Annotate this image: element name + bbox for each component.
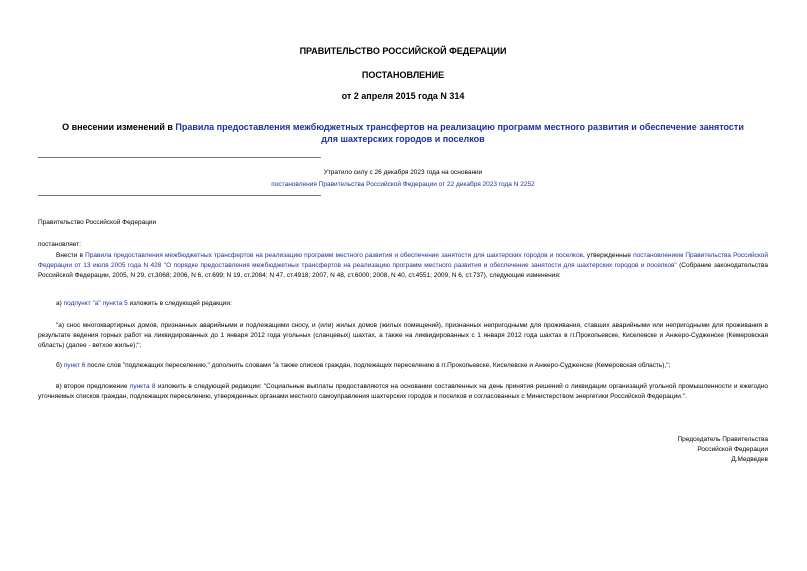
subject-prefix: О внесении изменений в [62,122,176,132]
divider-top [38,157,321,158]
signature-name: Д.Медведев [731,456,768,463]
item-c-suffix: изложить в следующей редакции: "Социальные выплаты предоставляются на основании составленных на день принятия решений о ликвидации организаций угольной промышленности и ежегодно уточняемых списков граждан, подлежащих переселению, утвержденных органами местного самоуправления шахтерских городов и поселков и согласованных с Министерством энергетики Российской Федерации.". [38,383,769,400]
document-subject [60,121,746,145]
item-b-suffix: после слов "подлежащих переселению," дополнить словами "а также списков граждан, подлежащих переселению в гг.Прокопьевске, Киселевске и Анжеро-Судженске (Кемеровская область),"; [85,362,671,369]
item-a-suffix: изложить в следующей редакции: [127,300,232,307]
divider-bottom [38,195,321,196]
item-c-prefix: в) второе предложение [56,383,130,390]
decree-text: постановляет: [38,241,81,248]
document-date-number: от 2 апреля 2015 года N 314 [341,91,465,101]
decree-428-link[interactable]: постановлением Правительства Российской Федерации от 13 июля 2005 года N 428 "О порядке предоставления межбюджетных трансфертов на реализацию программ местного развития и обеспечение занятости для шахтерских городов и поселков" [38,252,768,269]
government-heading: ПРАВИТЕЛЬСТВО РОССИЙСКОЙ ФЕДЕРАЦИИ [299,46,507,56]
p1-end: (Собрание законодательства Российской Федерации, 2005, N 29, ст.3068; 2006, N 6, ст.699; N 19, ст.2084; N 47, ст.4918; 2007, N 48, ст.6000; 2008, N 40, ст.4551; 2009, N 6, ст.737), следующие изменения: [38,262,768,279]
item-a-quote: "а) снос многоквартирных домов, признанных аварийными и подлежащими сносу, и (или) жилых домов (жилых помещений), признанных непригодными для проживания, ставших аварийными или непригодными для проживания в результате ведения горных работ на ликвидированных до 1 января 2012 года угольных (сланцевых) шахтах, а также на ликвидированных с 1 января 2012 года шахтах в гг.Прокопьевске, Киселевске и Анжеро-Судженске (Кемеровская область) (далее - ветхое жилье);"; [38,322,768,349]
p1-start: Внести в [56,252,86,259]
item-a [56,299,232,309]
item-b-prefix: б) [56,362,64,369]
item-a-link[interactable]: подпункт "а" пункта 5 [63,300,128,307]
subject-rules-link[interactable]: Правила предоставления межбюджетных трансфертов на реализацию программ местного развития и обеспечение занятости для шахтерских городов и поселков [175,122,744,144]
item-c-link[interactable]: пункта 8 [129,383,156,390]
paragraph-main [38,251,768,281]
signature-title: Председатель Правительства [677,436,768,443]
signature-block [568,435,768,465]
item-b-link[interactable]: пункт 6 [63,362,86,369]
item-b [56,361,670,371]
p1-mid: , утвержденные [583,252,634,259]
item-c [38,382,768,402]
signature-org: Российской Федерации [697,446,768,453]
item-a-prefix: а) [56,300,64,307]
validity-status: Утратило силу с 26 декабря 2023 года на основании [323,169,483,176]
document-type: ПОСТАНОВЛЕНИЕ [361,70,445,80]
rules-link[interactable]: Правила предоставления межбюджетных трансфертов на реализацию программ местного развития и обеспечение занятости для шахтерских городов и поселков [85,252,584,259]
validity-basis-link[interactable]: постановления Правительства Российской Федерации от 22 декабря 2023 года N 2252 [271,181,535,188]
issuer-text: Правительство Российской Федерации [38,219,157,226]
